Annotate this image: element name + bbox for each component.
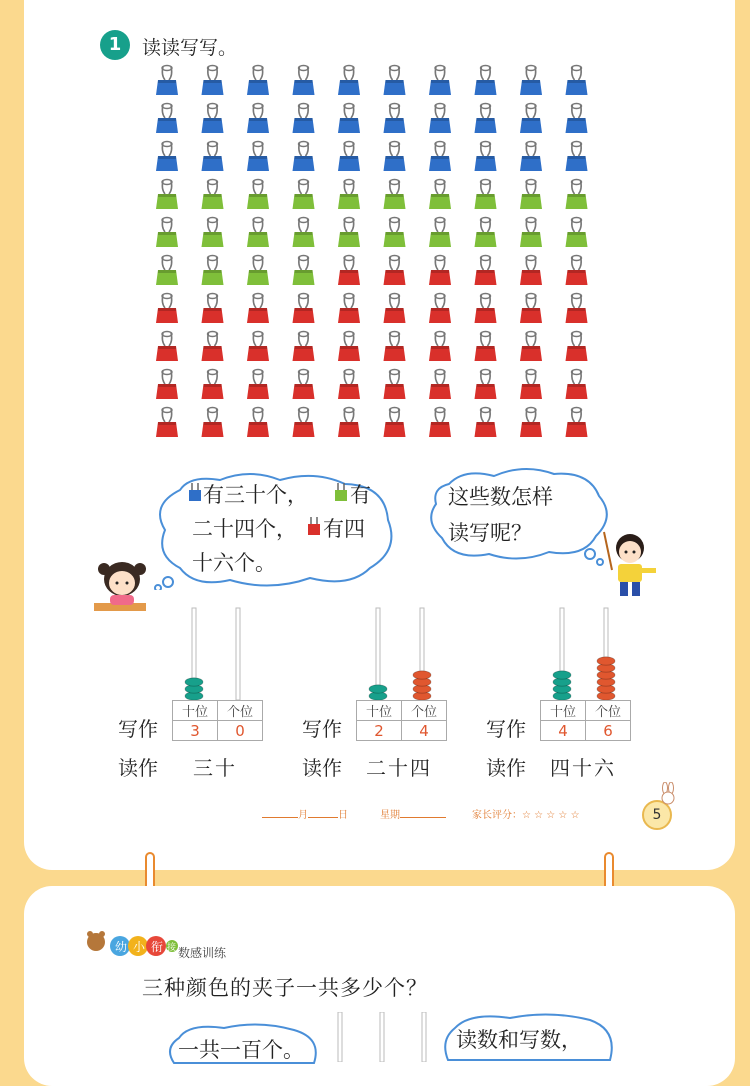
ones-value-box[interactable]: 6: [586, 721, 631, 741]
binder-clip: [156, 332, 178, 362]
date-footer: [262, 806, 348, 821]
binder-clip: [566, 104, 588, 134]
ones-value-box[interactable]: 0: [218, 721, 263, 741]
binder-clip: [156, 104, 178, 134]
binder-clip: [247, 408, 269, 438]
reading-value-1[interactable]: 三十: [193, 756, 237, 780]
blue-clip-icon: [188, 481, 202, 503]
abacus-bead: [185, 678, 203, 686]
abacus-bead: [369, 685, 387, 693]
binder-clip: [475, 180, 497, 210]
binder-clip: [520, 180, 542, 210]
weekday-footer: [380, 806, 446, 821]
binder-clip: [384, 218, 406, 248]
binder-clip: [202, 218, 224, 248]
binder-clip: [338, 218, 360, 248]
next-abacus-rods: [330, 1012, 440, 1062]
day-label: 日: [338, 810, 348, 821]
binder-clip: [338, 294, 360, 324]
page-number: 5: [642, 800, 672, 830]
binder-clip: [384, 370, 406, 400]
binder-clip: [247, 104, 269, 134]
binder-clip: [520, 408, 542, 438]
binder-clip: [338, 66, 360, 96]
binder-clip: [202, 408, 224, 438]
girl-bubble-line1b: 有: [350, 483, 371, 507]
binder-clip: [293, 408, 315, 438]
binder-clip: [156, 66, 178, 96]
binder-clip: [384, 256, 406, 286]
logo-char-2: 小: [133, 940, 146, 954]
tens-header: 十位: [357, 701, 402, 721]
binder-clip: [566, 370, 588, 400]
binder-clip: [156, 370, 178, 400]
tens-value-box[interactable]: 2: [357, 721, 402, 741]
binder-clip: [247, 218, 269, 248]
binder-clip: [247, 370, 269, 400]
tens-value-box[interactable]: 4: [541, 721, 586, 741]
binder-clip: [520, 66, 542, 96]
binder-clip: [429, 408, 451, 438]
binder-clip: [566, 180, 588, 210]
ones-value-box[interactable]: 4: [402, 721, 447, 741]
binder-clip: [247, 66, 269, 96]
binder-clip: [293, 294, 315, 324]
binder-clip: [520, 142, 542, 172]
section-number-badge: 1: [100, 30, 130, 60]
right-bubble-text: 读数和写数，: [456, 1028, 582, 1052]
binder-clip: [429, 218, 451, 248]
binder-clip: [293, 370, 315, 400]
place-value-table-3: [540, 700, 631, 741]
binder-clip: [247, 332, 269, 362]
reading-value-3[interactable]: 四十六: [550, 756, 616, 780]
tens-value-box[interactable]: 3: [173, 721, 218, 741]
girl-writing-illustration: [92, 555, 152, 619]
binder-clip: [475, 408, 497, 438]
binder-clip: [475, 66, 497, 96]
red-clip-icon: [307, 515, 321, 537]
logo-subtitle: 数感训练: [178, 946, 227, 960]
binder-clip: [429, 180, 451, 210]
binder-clip: [566, 66, 588, 96]
binder-clip: [475, 256, 497, 286]
binder-clip: [156, 256, 178, 286]
binder-clip: [520, 294, 542, 324]
binder-clip: [566, 294, 588, 324]
girl-bubble-line3: 十六个。: [192, 551, 276, 575]
binder-clip: [293, 332, 315, 362]
binder-clip: [338, 332, 360, 362]
abacus-bead: [553, 671, 571, 679]
logo-badge: [86, 928, 178, 966]
tens-header: 十位: [173, 701, 218, 721]
green-clip-icon: [334, 481, 348, 503]
binder-clip: [475, 370, 497, 400]
abacus-bead: [597, 657, 615, 665]
left-bubble-text: 一共一百个。: [178, 1038, 304, 1062]
binder-clip: [156, 142, 178, 172]
binder-clip: [520, 104, 542, 134]
tens-header: 十位: [541, 701, 586, 721]
binder-clip: [384, 180, 406, 210]
binder-clip: [384, 294, 406, 324]
binder-clip: [475, 104, 497, 134]
binder-clip: [338, 142, 360, 172]
boy-with-pointer-illustration: [598, 530, 658, 605]
section-heading: 读读写写。: [142, 37, 238, 59]
binder-clip: [566, 256, 588, 286]
binder-clip: [475, 332, 497, 362]
binder-clip: [293, 142, 315, 172]
ones-header: 个位: [218, 701, 263, 721]
binder-clip: [338, 180, 360, 210]
total-question: 三种颜色的夹子一共多少个？: [142, 976, 428, 1000]
logo-char-3: 衔: [151, 940, 164, 954]
binder-clip: [202, 104, 224, 134]
binder-clip: [156, 218, 178, 248]
write-label-3: 写作: [486, 717, 526, 741]
binder-clip: [293, 256, 315, 286]
binder-clip: [429, 332, 451, 362]
binder-clip-grid: [150, 63, 600, 448]
binder-clip: [384, 104, 406, 134]
month-label: 月: [298, 810, 308, 821]
binder-clip: [429, 370, 451, 400]
binder-clip: [566, 332, 588, 362]
weekday-label: 星期: [380, 810, 400, 821]
abacus-forty-six: [540, 606, 640, 702]
binder-clip: [566, 142, 588, 172]
abacus-bead: [413, 671, 431, 679]
binder-clip: [338, 104, 360, 134]
binder-clip: [202, 294, 224, 324]
binder-clip: [293, 66, 315, 96]
binder-clip: [384, 66, 406, 96]
place-value-table-1: [172, 700, 263, 741]
binder-clip: [247, 256, 269, 286]
place-value-table-2: [356, 700, 447, 741]
read-label-3: 读作: [486, 756, 526, 780]
logo-char-1: 幼: [115, 940, 128, 954]
binder-clip: [338, 256, 360, 286]
binder-clip: [202, 332, 224, 362]
binder-clip: [566, 218, 588, 248]
binder-clip: [202, 142, 224, 172]
ones-header: 个位: [402, 701, 447, 721]
bear-logo-icon: [86, 928, 178, 962]
read-label-2: 读作: [302, 756, 342, 780]
binder-clip: [384, 332, 406, 362]
boy-bubble-line1: 这些数怎样: [448, 485, 553, 509]
binder-clip: [566, 408, 588, 438]
binder-clip: [202, 370, 224, 400]
binder-clip: [338, 408, 360, 438]
binder-clip: [202, 66, 224, 96]
logo-char-4: 接: [167, 943, 177, 953]
binder-clip: [475, 294, 497, 324]
binder-clip: [429, 104, 451, 134]
ones-header: 个位: [586, 701, 631, 721]
parent-score: 家长评分：☆ ☆ ☆ ☆ ☆: [472, 810, 580, 821]
abacus-thirty: [172, 606, 272, 702]
binder-clip: [384, 408, 406, 438]
binder-clip: [520, 370, 542, 400]
ones-rod: [236, 608, 240, 700]
binder-clip: [429, 142, 451, 172]
binder-clip: [156, 180, 178, 210]
binder-clip: [247, 142, 269, 172]
binder-clip: [475, 218, 497, 248]
binder-clip: [293, 180, 315, 210]
binder-clip: [520, 332, 542, 362]
binder-clip: [293, 218, 315, 248]
binder-clip: [520, 218, 542, 248]
binder-clip: [475, 142, 497, 172]
binder-clip: [429, 294, 451, 324]
binder-clip: [338, 370, 360, 400]
abacus-twenty-four: [356, 606, 456, 702]
binder-clip: [429, 66, 451, 96]
binder-clip: [293, 104, 315, 134]
binder-clip: [202, 180, 224, 210]
binder-clip: [202, 256, 224, 286]
boy-bubble-line2: 读写呢？: [448, 521, 532, 545]
read-label-1: 读作: [118, 756, 158, 780]
write-label-2: 写作: [302, 717, 342, 741]
binder-clip: [429, 256, 451, 286]
girl-bubble-line2a: 二十四个，: [192, 517, 297, 541]
bunny-icon: [658, 782, 678, 806]
girl-bubble-line1a: 有三十个，: [203, 483, 308, 507]
binder-clip: [520, 256, 542, 286]
write-label-1: 写作: [118, 717, 158, 741]
binder-clip: [384, 142, 406, 172]
binder-clip: [247, 294, 269, 324]
binder-clip: [247, 180, 269, 210]
binder-clip: [156, 294, 178, 324]
reading-value-2[interactable]: 二十四: [366, 756, 432, 780]
binder-clip: [156, 408, 178, 438]
girl-bubble-line2b: 有四: [323, 517, 365, 541]
